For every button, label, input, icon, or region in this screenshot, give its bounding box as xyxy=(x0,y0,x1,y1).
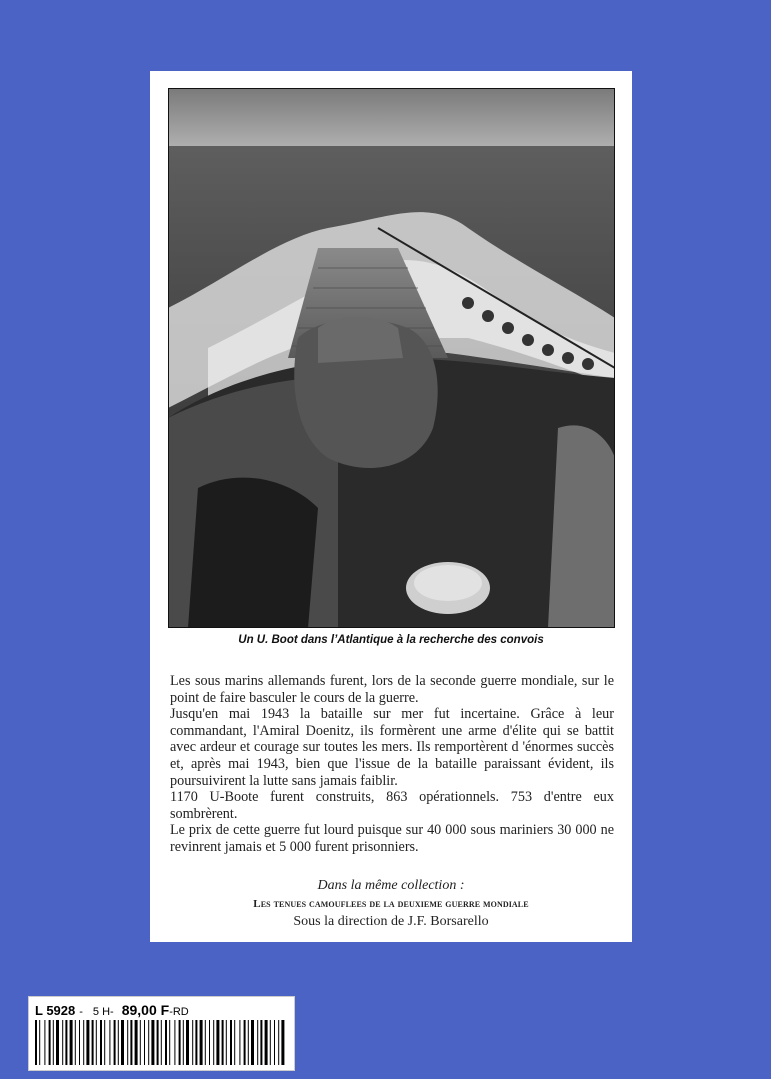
collection-direction: Sous la direction de J.F. Borsarello xyxy=(293,914,489,929)
paragraph-battle: Jusqu'en mai 1943 la bataille sur mer fut incertaine. Grâce à leur commandant, l'Amiral Doenitz, ils formèrent une arme d'élite qui se battit avec ardeur et courage sur toutes les mers. Ils remportèrent d 'énormes succès et, après mai 1943, bien que l'issue de la bataille paraissant évident, ils poursuivirent la lutte sans jamais faiblir. xyxy=(170,706,614,789)
product-code-part: 5 H- xyxy=(92,1006,114,1018)
product-code-dash: - xyxy=(79,1006,83,1018)
photo-caption: Un U. Boot dans l’Atlantique à la recherche des convois xyxy=(238,634,544,646)
submarine-photo-illustration xyxy=(168,88,615,628)
product-code: L 5928 xyxy=(35,1003,76,1018)
submarine-photo xyxy=(168,88,615,628)
price: 89,00 F xyxy=(121,1002,170,1018)
barcode-bars xyxy=(35,1020,288,1065)
collection-intro: Dans la même collection : xyxy=(317,878,465,893)
barcode-label xyxy=(28,996,295,1071)
price-suffix: -RD xyxy=(169,1006,189,1018)
paragraph-numbers: 1170 U-Boote furent construits, 863 opérationnels. 753 d'entre eux sombrèrent. xyxy=(170,789,614,822)
back-cover-panel xyxy=(150,71,632,942)
same-collection-block xyxy=(150,877,632,931)
description-text xyxy=(170,673,614,856)
collection-title: Les tenues camouflees de la deuxieme guerre mondiale xyxy=(253,898,529,910)
paragraph-intro: Les sous marins allemands furent, lors de la seconde guerre mondiale, sur le point de faire basculer le cours de la guerre. xyxy=(170,673,614,706)
paragraph-losses: Le prix de cette guerre fut lourd puisque sur 40 000 sous mariniers 30 000 ne revinrent jamais et 5 000 furent prisonniers. xyxy=(170,822,614,855)
price-line xyxy=(35,1002,189,1017)
